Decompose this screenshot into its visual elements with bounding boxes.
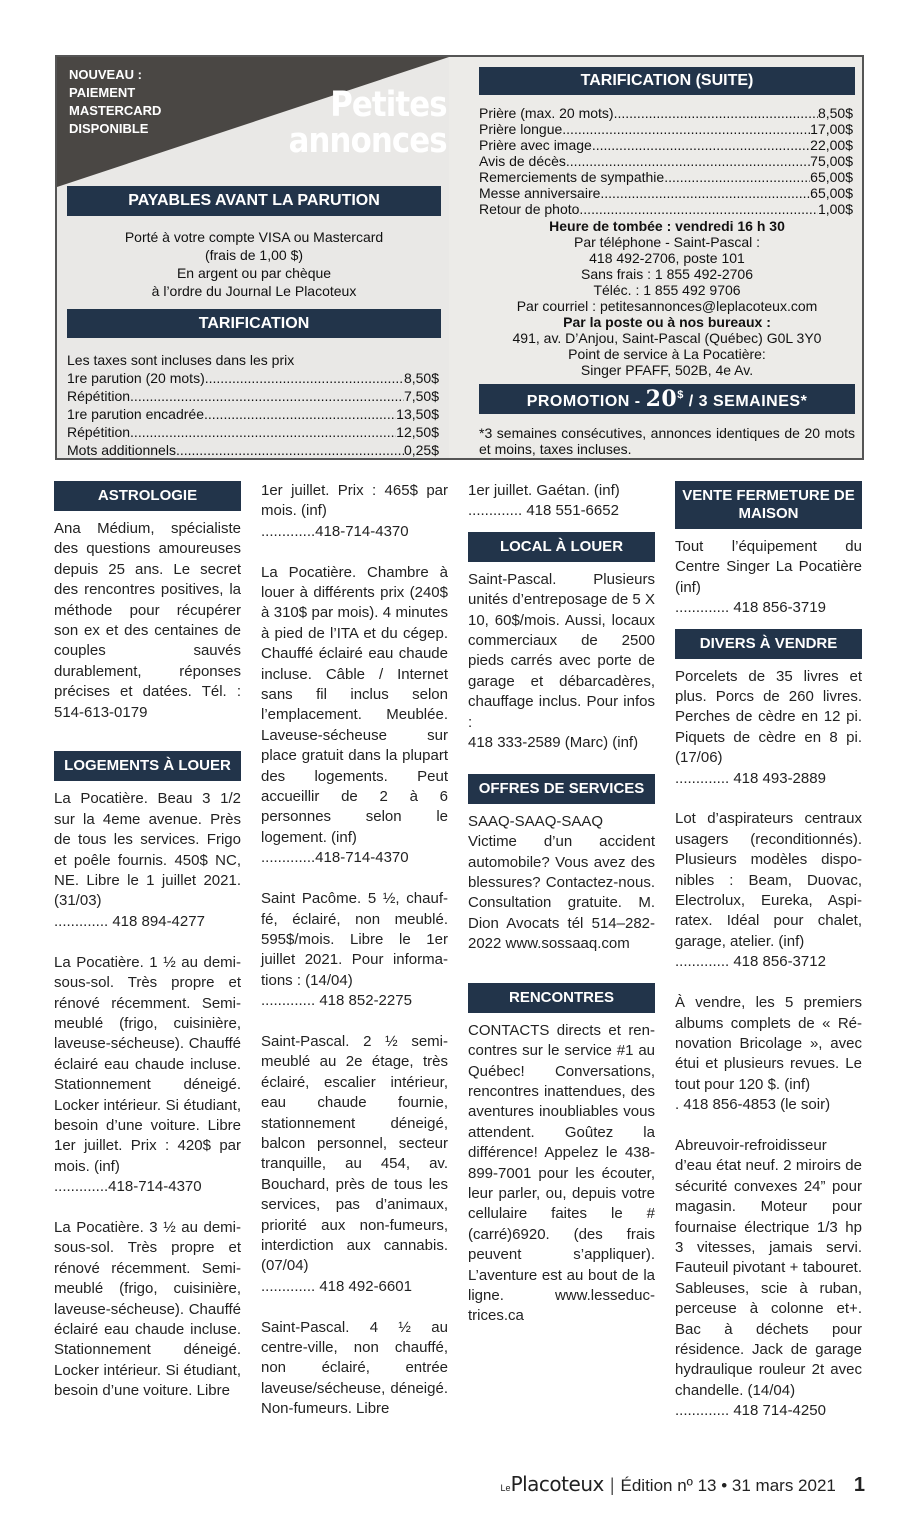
classified-ad: La Pocatière. 1 ½ au demi-sous-sol. Très propre et rénové récemment. Semi-meublé (frigo, cuisinière, laveuse-sécheuse). Chauffé éclairé eau chaude incluse. Stationnement déneigé. Locker intérieur. Si étudiant, besoin d’une voiture. Libre 1er juillet. Prix : 420$ par mois. (inf) bbox=[54, 953, 241, 1175]
classified-ad: 1er juillet. Prix : 465$ par mois. (inf) bbox=[261, 482, 448, 520]
classified-ad: Porcelets de 35 livres et plus. Porcs de 260 livres. Perches de cèdre en 12 pi. Piquets de cèdre en 8 pi. (17/06) bbox=[675, 667, 862, 767]
price-row: Répétition ..... 7,50$ bbox=[67, 387, 439, 405]
ad-phone: ............. 418 856-3712 bbox=[675, 953, 826, 971]
email: Par courriel : petitesannonces@leplacoteux.com bbox=[516, 298, 818, 314]
ad-phone: .............418-714-4370 bbox=[261, 522, 409, 540]
classified-ad: Lot d’aspirateurs centraux usagers (reconditionnés). Plusieurs modèles disponibles : Beam, Duovac, Electrolux, Eureka, Aspiratex. Idéal pour chalet, garage, atelier. (inf) bbox=[675, 810, 862, 950]
ad-phone: ............. 418 493-2889 bbox=[675, 769, 826, 787]
new-payment-notice: NOUVEAU : PAIEMENT MASTERCARD DISPONIBLE bbox=[69, 67, 162, 136]
price-row: Prière avec image ..... 22,00$ bbox=[479, 137, 853, 153]
classified-ad: Saint-Pascal. 2 ½ semi-meublé au 2e étage, très éclairé, escalier intérieur, eau chaude fournie, stationnement déneigé, balcon personnel, secteur tranquille, au 454, av. Bouchard, près de tous les services, pas d’animaux, priorité aux non-fumeurs, interdiction aux cannabis. (07/04) bbox=[261, 1032, 448, 1275]
classified-ad: Saint-Pascal. Plusieurs unités d’entreposage de 5 X 10, 60$/mois. Aussi, locaux commerciaux de 2500 pieds carrés avec porte de garage et débarcadères, chauffage inclus. Pour infos : bbox=[468, 570, 655, 731]
classified-ad: La Pocatière. 3 ½ au demi-sous-sol. Très propre et rénové récemment. Semi-meublé (frigo, cuisinière, laveuse-sécheuse). Chauffé éclairé eau chaude incluse. Stationnement déneigé. Locker intérieur. Si étudiant, besoin d’une voiture. Libre bbox=[54, 1218, 241, 1400]
classified-ad: Ana Médium, spécialiste des questions amoureuses depuis 25 ans. Le secret des rencontres positives, la méthode pour récupérer son ex et des centaines de couples sauvés durablement, réponses précises et datées. Tél. : 514-613-0179 bbox=[54, 520, 241, 721]
payment-methods: Porté à votre compte VISA ou Mastercard (frais de 1,00 $) En argent ou par chèque à l’ordre du Journal Le Placoteux bbox=[124, 229, 384, 299]
edition-info: Édition nº 13 • 31 mars 2021 bbox=[620, 1476, 836, 1495]
logements-heading: LOGEMENTS À LOUER bbox=[54, 751, 241, 781]
tollfree: Sans frais : 1 855 492-2706 bbox=[580, 266, 753, 282]
phone-intro: Par téléphone - Saint-Pascal : bbox=[574, 234, 760, 250]
address: 491, av. D’Anjou, Saint-Pascal (Québec) G0L 3Y0 bbox=[512, 330, 822, 346]
ad-phone: ............. 418 492-6601 bbox=[261, 1277, 412, 1295]
ad-phone: . 418 856-4853 (le soir) bbox=[675, 1096, 831, 1114]
taxes-note: Les taxes sont incluses dans les prix bbox=[67, 352, 295, 368]
newspaper-logo: Placoteux bbox=[510, 1472, 604, 1496]
classified-ad: Tout l’équipement du Centre Singer La Pocatière (inf) bbox=[675, 538, 862, 596]
column-4 bbox=[675, 481, 862, 1442]
price-row: Prière (max. 20 mots) ..... 8,50$ bbox=[479, 105, 853, 121]
deadline: Heure de tombée : vendredi 16 h 30 bbox=[549, 218, 785, 234]
footer-le: Le bbox=[500, 1483, 511, 1493]
rates-right-panel bbox=[449, 57, 862, 458]
price-row: Prière longue ..... 17,00$ bbox=[479, 121, 853, 137]
price-list-2 bbox=[479, 105, 853, 217]
classified-ad: Abreuvoir-refroidisseur d’eau état neuf. 2 miroirs de sécurité convexes 24” pour magasin. Moteur pour fournaise électrique 1/3 hp 3 vitesses, jamais servi. Fauteuil pivotant + tabouret. Sableuses, scie à ruban, perceuse à colonne et+. Bac à déchets pour résidence. Jack de garage hydraulique rouleur 2t avec chandelle. (14/04) bbox=[675, 1136, 862, 1399]
payables-heading: PAYABLES AVANT LA PARUTION bbox=[67, 186, 441, 216]
promotion-banner: PROMOTION - 20$ / 3 SEMAINES* bbox=[479, 384, 855, 414]
ad-phone: ............. 418 852-2275 bbox=[261, 992, 412, 1010]
rencontres-heading: RENCONTRES bbox=[468, 983, 655, 1013]
classified-ad: À vendre, les 5 premiers albums complets de « Rénovation Bricolage », avec étui et plusieurs revues. Le tout pour 120 $. (inf) bbox=[675, 994, 862, 1093]
service-point: Point de service à La Pocatière: bbox=[568, 346, 766, 362]
page-title: Petites annonces bbox=[288, 85, 447, 161]
price-row: Répétition ..... 12,50$ bbox=[67, 423, 439, 441]
price-row: Avis de décès ..... 75,00$ bbox=[479, 153, 853, 169]
divers-heading: DIVERS À VENDRE bbox=[675, 629, 862, 659]
ad-phone: ............. 418 856-3719 bbox=[675, 599, 826, 617]
promo-note: *3 semaines consécutives, annonces identiques de 20 mots et moins, taxes incluses. bbox=[479, 425, 855, 457]
price-row: Retour de photo ..... 1,00$ bbox=[479, 201, 853, 217]
classified-ad: SAAQ-SAAQ-SAAQ Victime d’un accident automobile? Vous avez des blessures? Contactez-nous. Consultation gratuite. M. Dion Avocats tél 514–282-2022 www.sossaaq.com bbox=[468, 812, 655, 953]
promo-price: 20 bbox=[645, 386, 678, 412]
rates-box bbox=[55, 55, 864, 460]
contact-info bbox=[479, 218, 855, 378]
ad-phone: ............. 418 894-4277 bbox=[54, 912, 205, 930]
mail-intro: Par la poste ou à nos bureaux : bbox=[563, 314, 771, 330]
ad-phone: .............418-714-4370 bbox=[261, 849, 409, 867]
column-1 bbox=[54, 481, 241, 1422]
page-number: 1 bbox=[853, 1474, 865, 1496]
service-address: Singer PFAFF, 502B, 4e Av. bbox=[580, 362, 754, 378]
tarification-heading: TARIFICATION bbox=[67, 309, 441, 338]
price-list bbox=[67, 351, 439, 459]
phone: 418 492-2706, poste 101 bbox=[589, 250, 745, 266]
vente-heading: VENTE FERMETURE DE MAISON bbox=[675, 481, 862, 529]
tarification-suite-heading: TARIFICATION (SUITE) bbox=[479, 67, 855, 95]
fax: Téléc. : 1 855 492 9706 bbox=[593, 282, 741, 298]
price-row: Remerciements de sympathie ..... 65,00$ bbox=[479, 169, 853, 185]
astrologie-heading: ASTROLOGIE bbox=[54, 481, 241, 511]
price-row: Mots additionnels ..... 0,25$ bbox=[67, 441, 439, 459]
ad-phone: .............418-714-4370 bbox=[54, 1178, 202, 1196]
rates-left-panel bbox=[57, 57, 449, 458]
classified-ad: Saint-Pascal. 4 ½ au centre-ville, non chauffé, non éclairé, entrée laveuse/sécheuse, déneigé. Non-fumeurs. Libre bbox=[261, 1318, 448, 1418]
classified-ad: 1er juillet. Gaétan. (inf) bbox=[468, 482, 620, 499]
footer-separator: | bbox=[609, 1475, 615, 1495]
local-heading: LOCAL À LOUER bbox=[468, 532, 655, 562]
ad-phone: ............. 418 551-6652 bbox=[468, 502, 619, 520]
column-3 bbox=[468, 481, 655, 1347]
price-row: 1re parution (20 mots) ..... 8,50$ bbox=[67, 369, 439, 387]
column-2 bbox=[261, 481, 448, 1440]
page-footer bbox=[470, 1472, 865, 1502]
classified-ad: Saint Pacôme. 5 ½, chauffé, éclairé, non meublé. 595$/mois. Libre le 1er juillet 2021. Pour informations : (14/04) bbox=[261, 890, 448, 989]
ad-phone: 418 333-2589 (Marc) (inf) bbox=[468, 734, 639, 752]
price-row: 1re parution encadrée ..... 13,50$ bbox=[67, 405, 439, 423]
classified-ad: La Pocatière. Chambre à louer à différents prix (240$ à 310$ par mois). 4 minutes à pied de l’ITA et du cégep. Chauffé éclairé eau chaude incluse. Câble / Internet sans fil inclus selon l’emplacement. Meublée. Laveuse-sécheuse sur place gratuit dans la plupart des logements. Peut accueillir de 2 à 6 personnes selon le logement. (inf) bbox=[261, 563, 448, 846]
classified-ad: CONTACTS directs et rencontres sur le service #1 au Québec! Conversations, rencontres inattendues, des aventures inoubliables vous attendent. Goûtez la différence! Appelez le 438-899-7001 pour les écouter, leur parler, ou, depuis votre cellulaire faites le #(carré)6920. (des frais peuvent s’appliquer). L’aventure est au bout de la ligne. www.lesseductrices.ca bbox=[468, 1021, 655, 1325]
classified-ad: La Pocatière. Beau 3 1/2 sur la 4eme avenue. Près de tous les services. Frigo et poêle fournis. 450$ NC, NE. Libre le 1 juillet 2021. (31/03) bbox=[54, 790, 241, 910]
ad-phone: ............. 418 714-4250 bbox=[675, 1402, 826, 1420]
price-row: Messe anniversaire ..... 65,00$ bbox=[479, 185, 853, 201]
offres-heading: OFFRES DE SERVICES bbox=[468, 774, 655, 804]
